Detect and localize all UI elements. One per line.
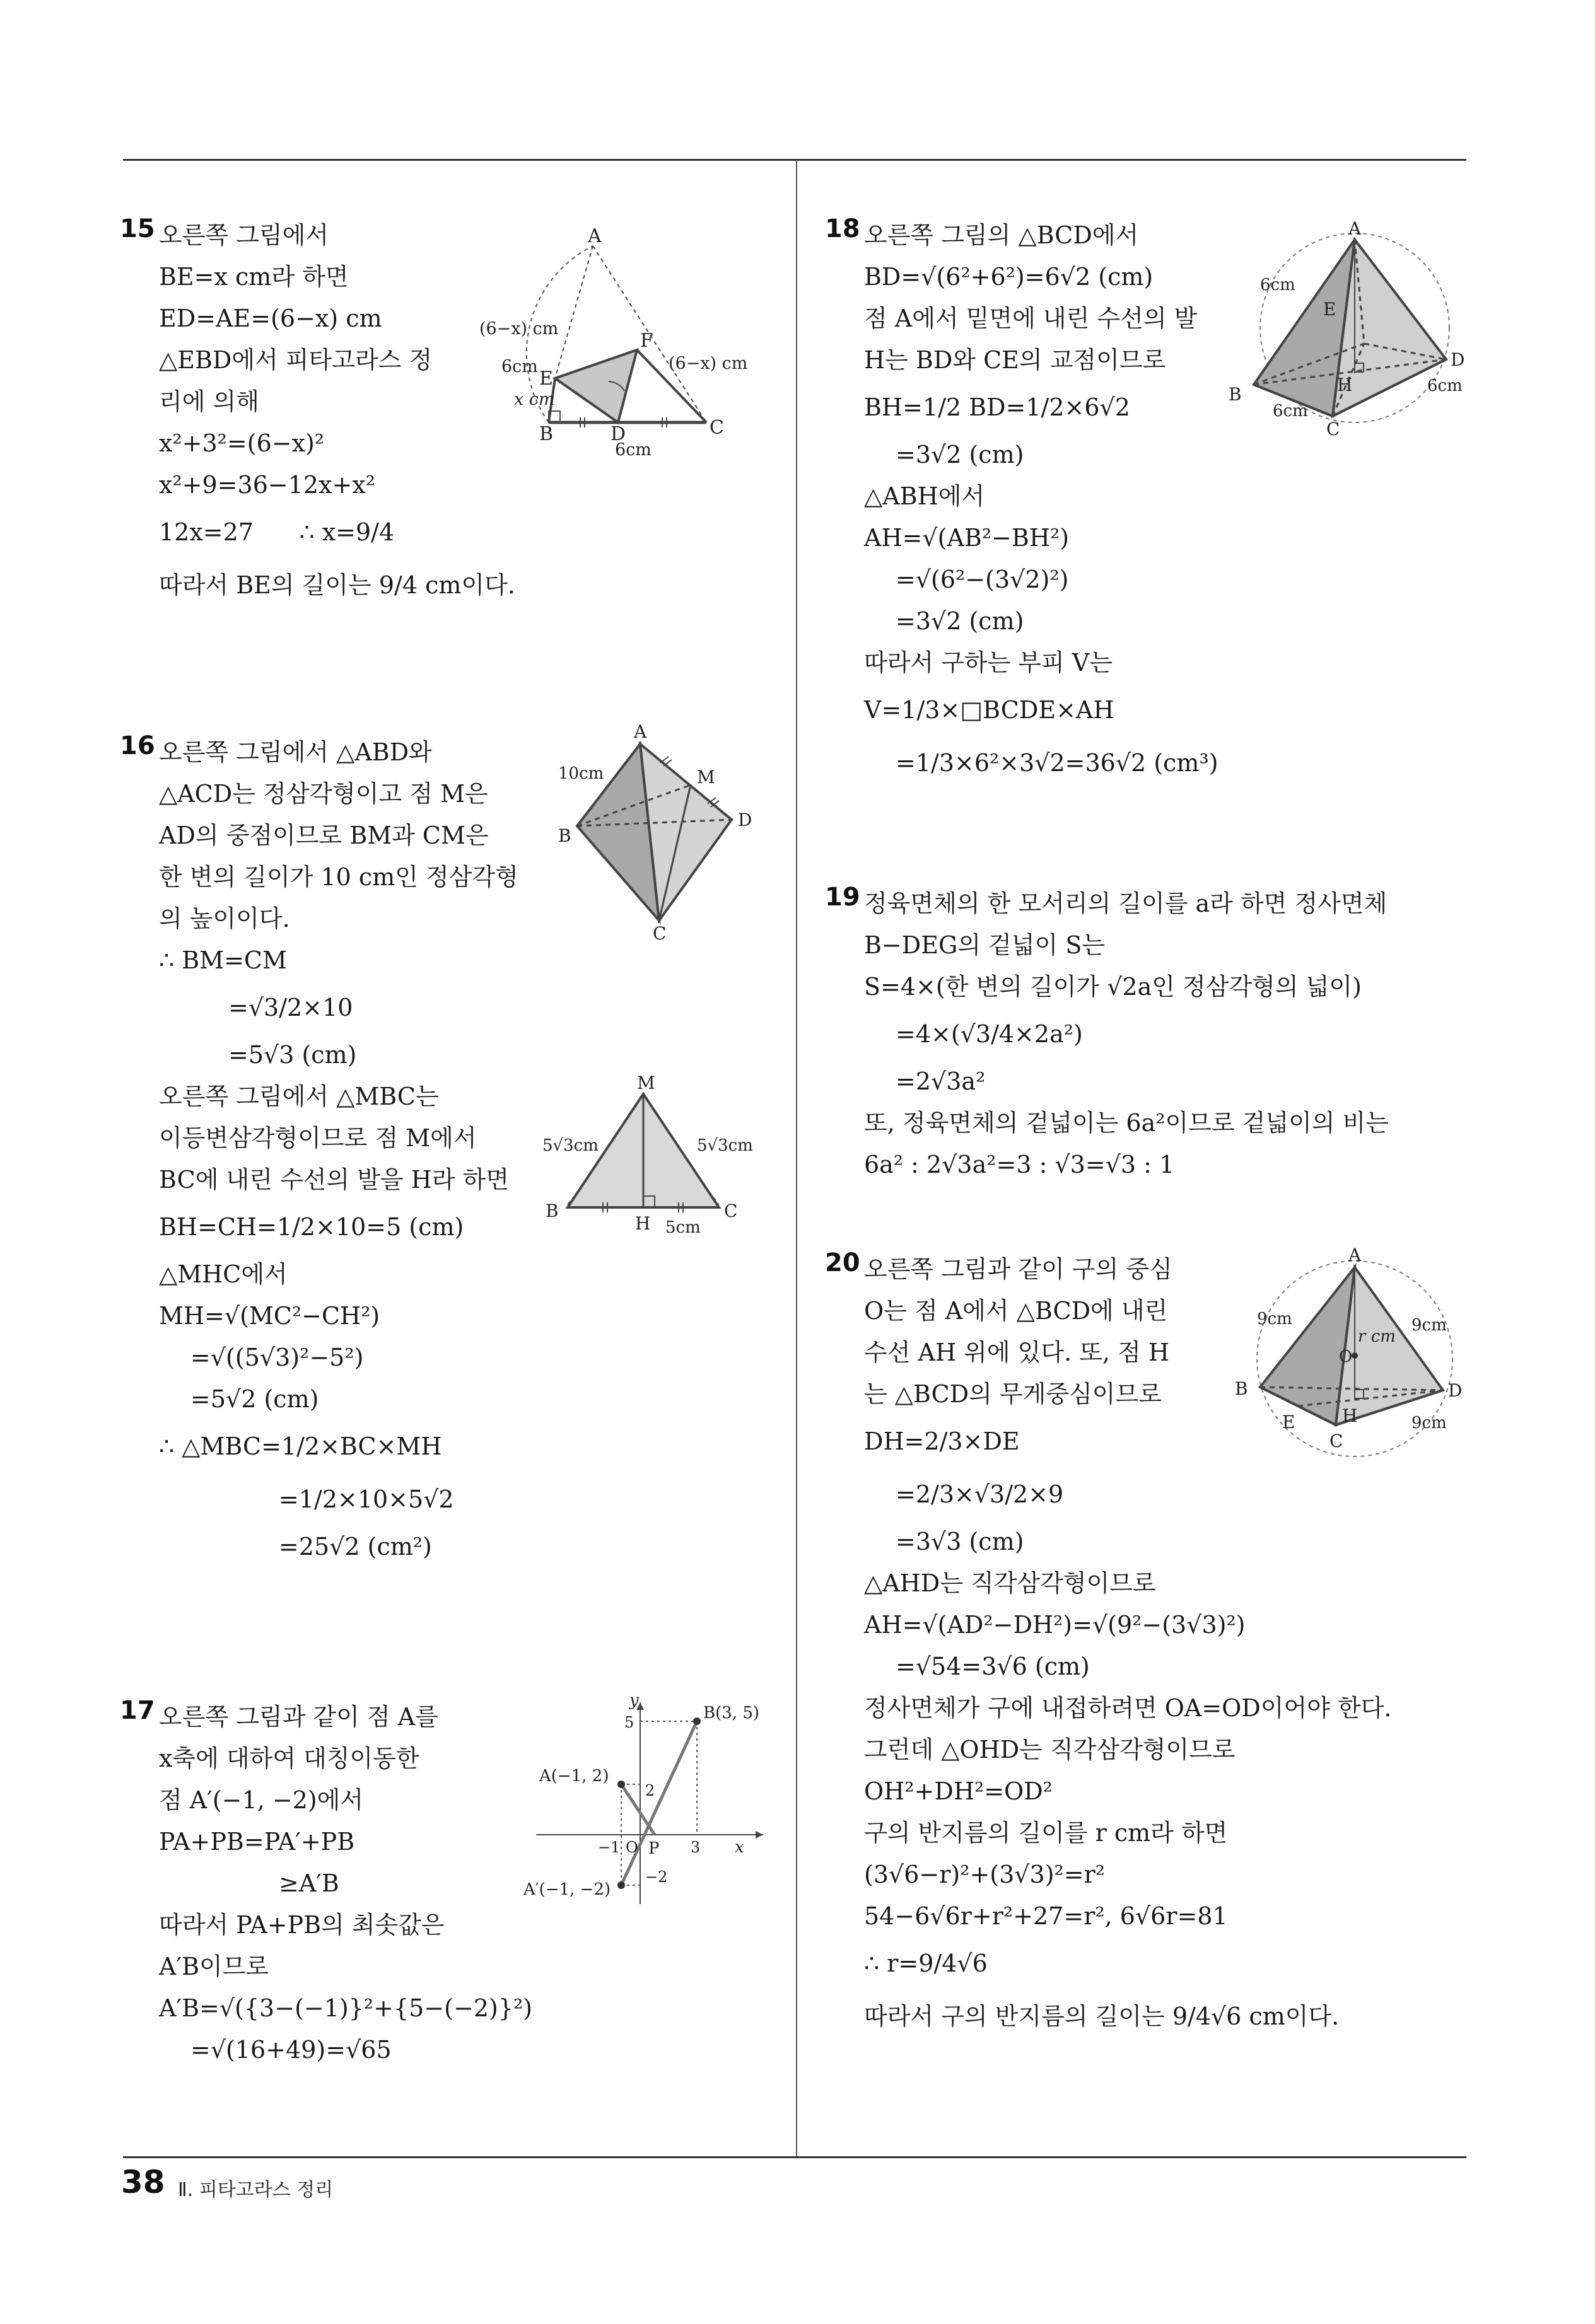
right-column (825, 214, 1465, 2131)
figure-label: (6−x) cm (479, 319, 559, 339)
figure-label: 6cm (615, 440, 651, 460)
solution-line: =2√3a² (896, 1067, 986, 1095)
problem-20 (825, 1245, 1463, 2131)
solution-line: 오른쪽 그림에서 △ABD와 (159, 738, 432, 766)
figure-label: C (710, 417, 724, 439)
solution-line: △ABH에서 (864, 482, 985, 510)
solution-line: 오른쪽 그림과 같이 점 A를 (159, 1703, 438, 1731)
page-number: 38 (121, 2164, 165, 2200)
top-rule (123, 159, 1466, 161)
solution-line: 또, 정육면체의 겉넓이는 6a²이므로 겉넓이의 비는 (864, 1109, 1389, 1137)
solution-line: 54−6√6r+r²+27=r², 6√6r=81 (864, 1902, 1228, 1930)
problem-number: 17 (120, 1696, 155, 1725)
problem-number: 16 (120, 731, 155, 760)
figure-label: 6cm (1260, 276, 1295, 294)
problem-18 (825, 214, 1465, 883)
figure-label: 5cm (665, 1218, 701, 1237)
figure-label: 5√3cm (697, 1136, 753, 1155)
figure-label: x cm (514, 390, 555, 409)
solution-line: =25√2 (cm²) (279, 1533, 432, 1560)
figure-label: 5√3cm (542, 1136, 599, 1155)
figure-label: F (640, 330, 653, 352)
figure-label: y (629, 1691, 639, 1710)
figure-label: D (1448, 1380, 1463, 1401)
figure-label: 6cm (1273, 402, 1308, 421)
figure-label: 3 (691, 1839, 701, 1856)
solution-line: (3√6−r)²+(3√3)²=r² (864, 1861, 1105, 1888)
solution-line: 정사면체가 구에 내접하려면 OA=OD이어야 한다. (864, 1694, 1392, 1722)
solution-line: 구의 반지름의 길이를 r cm라 하면 (864, 1819, 1228, 1847)
figure-label: M (637, 1072, 655, 1093)
figure-label: B (558, 825, 571, 846)
solution-line: 그런데 △OHD는 직각삼각형이므로 (864, 1736, 1236, 1763)
figure-label: x (735, 1838, 744, 1857)
figure-label: A (634, 721, 647, 742)
solution-line: PA+PB=PA′+PB (159, 1828, 355, 1856)
figure-coordinate-plane (523, 1690, 776, 1910)
figure-label: M (697, 767, 715, 787)
problem-16 (120, 721, 788, 1696)
solution-line: DH=2/3×DE (864, 1427, 1020, 1455)
solution-line: x²+3²=(6−x)² (159, 429, 325, 457)
solution-line: ∴ BM=CM (159, 946, 287, 974)
figure-label: A′(−1, −2) (523, 1880, 611, 1899)
problem-number: 15 (120, 214, 155, 243)
solution-line: =√(16+49)=√65 (190, 2036, 392, 2064)
figure-label: B (546, 1200, 559, 1221)
figure-label: 5 (624, 1714, 634, 1731)
figure-label: H (1342, 1405, 1358, 1426)
figure-label: B (1235, 1378, 1248, 1399)
solution-line: ED=AE=(6−x) cm (159, 305, 382, 332)
figure-label: 10cm (558, 764, 604, 783)
chapter-title: Ⅱ. 피타고라스 정리 (178, 2179, 334, 2201)
figure-label: A (588, 225, 602, 247)
solution-line: S=4×(한 변의 길이가 √2a인 정삼각형의 넓이) (864, 973, 1362, 1001)
solution-line: 따라서 BE의 길이는 9/4 cm이다. (159, 571, 515, 599)
figure-label: 2 (645, 1782, 655, 1799)
solution-line: =1/3×6²×3√2=36√2 (cm³) (896, 749, 1218, 777)
solution-line: 의 높이이다. (159, 905, 290, 933)
solution-line: MH=√(MC²−CH²) (159, 1302, 380, 1330)
solution-line: OH²+DH²=OD² (864, 1777, 1053, 1805)
figure-label: C (653, 923, 667, 944)
solution-line: 한 변의 길이가 10 cm인 정삼각형 (159, 863, 518, 891)
problem-number: 18 (825, 214, 860, 243)
solution-line: ≥A′B (279, 1869, 339, 1897)
figure-label: D (611, 423, 626, 445)
solution-line: x²+9=36−12x+x² (159, 471, 376, 499)
figure-label: D (738, 810, 752, 830)
figure-label: 9cm (1411, 1316, 1447, 1335)
solution-line: =4×(√3/4×2a²) (896, 1020, 1083, 1048)
solution-line: =√((5√3)²−5²) (190, 1344, 364, 1371)
solution-line: =3√2 (cm) (896, 607, 1024, 635)
problem-17 (120, 1691, 788, 2087)
figure-label: E (1323, 299, 1336, 320)
solution-line: 12x=27 ∴ x=9/4 (159, 518, 395, 546)
figure-label: A (1348, 218, 1362, 239)
solution-line: 오른쪽 그림에서 △MBC는 (159, 1083, 439, 1110)
solution-line: 오른쪽 그림에서 (159, 221, 329, 249)
solution-line: =3√3 (cm) (896, 1528, 1024, 1555)
figure-label: 9cm (1257, 1310, 1292, 1328)
problem-number: 20 (825, 1248, 860, 1277)
solution-line: △AHD는 직각삼각형이므로 (864, 1569, 1156, 1597)
solution-line: =5√3 (cm) (228, 1041, 357, 1069)
solution-line: △ACD는 정삼각형이고 점 M은 (159, 780, 488, 808)
solution-line: 수선 AH 위에 있다. 또, 점 H (864, 1339, 1170, 1366)
solution-line: △EBD에서 피타고라스 정 (159, 346, 433, 374)
figure-label: B (1229, 384, 1242, 405)
figure-label: B (539, 423, 554, 445)
solution-line: A′B=√({3−(−1)}²+{5−(−2)}²) (159, 1994, 533, 2022)
solution-line: △MHC에서 (159, 1260, 288, 1288)
figure-label: A (1348, 1245, 1362, 1265)
figure-label: H (635, 1213, 651, 1234)
figure-label: −1 (598, 1839, 621, 1856)
figure-label: C (1329, 1431, 1343, 1451)
solution-line: 따라서 PA+PB의 최솟값은 (159, 1911, 445, 1939)
solution-line: =√54=3√6 (cm) (896, 1653, 1090, 1680)
solution-line: 점 A′(−1, −2)에서 (159, 1786, 364, 1814)
figure-label: 9cm (1411, 1414, 1447, 1432)
problem-number: 19 (825, 883, 860, 912)
figure-label: r cm (1358, 1327, 1396, 1346)
solution-line: 이등변삼각형이므로 점 M에서 (159, 1124, 477, 1152)
solution-line: ∴ r=9/4√6 (864, 1949, 988, 1977)
solution-line: BD=√(6²+6²)=6√2 (cm) (864, 263, 1154, 291)
solution-line: 리에 의해 (159, 388, 259, 415)
solution-line: 따라서 구의 반지름의 길이는 9/4√6 cm이다. (864, 2002, 1340, 2030)
figure-label: E (539, 368, 553, 390)
solution-line: 6a² : 2√3a²=3 : √3=√3 : 1 (864, 1151, 1175, 1178)
solution-line: AH=√(AB²−BH²) (864, 524, 1070, 552)
figure-label: E (1282, 1412, 1295, 1432)
solution-line: 오른쪽 그림과 같이 구의 중심 (864, 1255, 1172, 1283)
solution-line: B−DEG의 겉넓이 S는 (864, 931, 1106, 959)
solution-line: =√(6²−(3√2)²) (896, 566, 1069, 593)
column-divider (796, 160, 797, 2156)
figure-label: 6cm (1427, 376, 1463, 395)
solution-line: O는 점 A에서 △BCD에 내린 (864, 1297, 1168, 1325)
figure-triangle-mbc (542, 1072, 782, 1245)
solution-line: H는 BD와 CE의 교점이므로 (864, 346, 1166, 374)
figure-tetrahedron-abdc (558, 721, 773, 944)
problem-15 (120, 214, 788, 731)
solution-line: BC에 내린 수선의 발을 H라 하면 (159, 1166, 510, 1194)
figure-label: P (648, 1839, 660, 1858)
bottom-rule (123, 2156, 1466, 2158)
figure-label: −2 (645, 1868, 668, 1886)
figure-square-pyramid (1229, 218, 1468, 439)
figure-label: C (1326, 419, 1340, 439)
left-column (120, 214, 788, 2087)
figure-label: B(3, 5) (703, 1704, 760, 1723)
solution-line: 는 △BCD의 무게중심이므로 (864, 1380, 1162, 1408)
problem-19 (825, 883, 1456, 1248)
solution-line: =2/3×√3/2×9 (896, 1480, 1064, 1508)
solution-line: 따라서 구하는 부피 V는 (864, 649, 1113, 677)
solution-line: V=1/3×□BCDE×AH (864, 696, 1114, 724)
figure-label: O (1339, 1347, 1353, 1366)
solution-line: 오른쪽 그림의 △BCD에서 (864, 221, 1139, 249)
figure-label: (6−x) cm (669, 354, 748, 373)
solution-line: 정육면체의 한 모서리의 길이를 a라 하면 정사면체 (864, 890, 1388, 917)
solution-line: BE=x cm라 하면 (159, 263, 349, 291)
solution-line: x축에 대하여 대칭이동한 (159, 1745, 419, 1772)
solution-line: AD의 중점이므로 BM과 CM은 (159, 822, 489, 849)
figure-inscribed-sphere-tetrahedron (1229, 1245, 1468, 1463)
solution-line: 점 A에서 밑면에 내린 수선의 발 (864, 305, 1198, 332)
solution-line: =3√2 (cm) (896, 441, 1024, 468)
solution-line: BH=1/2 BD=1/2×6√2 (864, 393, 1130, 421)
solution-line: =√3/2×10 (228, 994, 353, 1021)
figure-label: A(−1, 2) (539, 1767, 609, 1786)
figure-label: O (626, 1839, 638, 1856)
figure-folded-rectangle (479, 225, 769, 460)
solution-line: A′B이므로 (159, 1953, 269, 1980)
figure-label: 6cm (501, 357, 538, 376)
solution-line: ∴ △MBC=1/2×BC×MH (159, 1432, 442, 1460)
figure-label: H (1337, 375, 1353, 395)
solution-line: =5√2 (cm) (190, 1385, 319, 1413)
solution-line: BH=CH=1/2×10=5 (cm) (159, 1213, 464, 1241)
figure-label: D (1451, 349, 1465, 370)
solution-line: =1/2×10×5√2 (279, 1485, 454, 1513)
figure-label: C (724, 1200, 738, 1221)
solution-line: AH=√(AD²−DH²)=√(9²−(3√3)²) (864, 1611, 1246, 1639)
solution-text (864, 883, 1456, 1185)
